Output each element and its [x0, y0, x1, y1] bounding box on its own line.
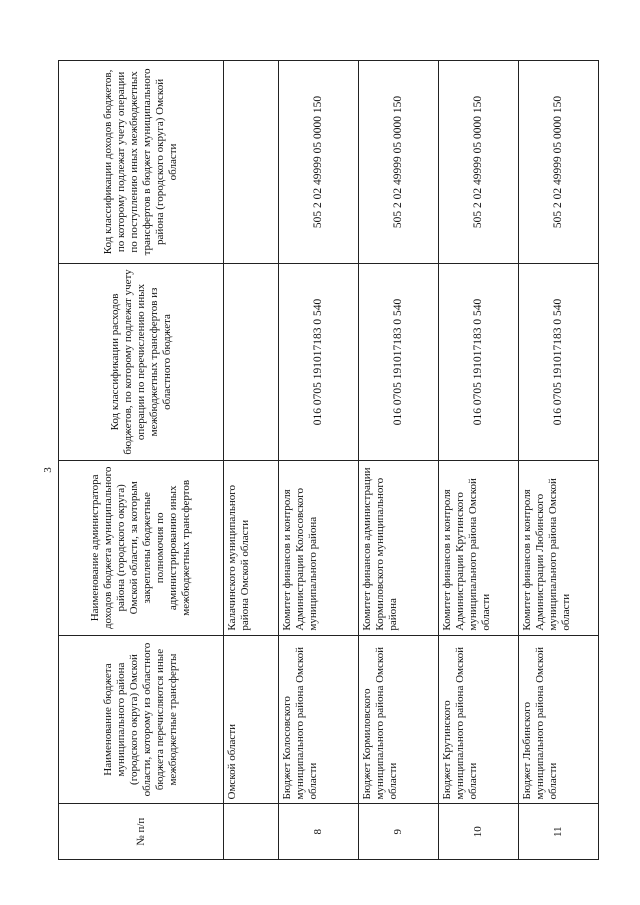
- transfers-table: [58, 60, 599, 860]
- cell-budget: Омской области: [224, 635, 279, 804]
- cell-num: 8: [279, 804, 359, 860]
- cell-admin: Комитет финансов и контроля Администрации Крутинского муниципального района Омской области: [439, 461, 519, 636]
- cell-income-code: 505 2 02 49999 05 0000 150: [359, 61, 439, 264]
- cell-num: 9: [359, 804, 439, 860]
- header-expense-code: Код классификации расходов бюджетов, по которому подлежат учету операции по перечислению иных межбюджетных трансфертов из областного бюджета: [59, 263, 224, 460]
- cell-income-code: 505 2 02 49999 05 0000 150: [279, 61, 359, 264]
- cell-budget: Бюджет Колосовского муниципального района Омской области: [279, 635, 359, 804]
- cell-expense-code: [224, 263, 279, 460]
- cell-admin: Комитет финансов и контроля Администрации Колосовского муниципального района: [279, 461, 359, 636]
- cell-num: [224, 804, 279, 860]
- table-row: [279, 61, 359, 860]
- cell-income-code: 505 2 02 49999 05 0000 150: [439, 61, 519, 264]
- table-header-row: [59, 61, 224, 860]
- rotated-page: [40, 60, 572, 860]
- cell-num: 11: [519, 804, 599, 860]
- cell-expense-code: 016 0705 191017183 0 540: [439, 263, 519, 460]
- page-number: 3: [42, 467, 54, 473]
- cell-expense-code: 016 0705 191017183 0 540: [519, 263, 599, 460]
- header-num: № п/п: [59, 804, 224, 860]
- cell-num: 10: [439, 804, 519, 860]
- table-row: [519, 61, 599, 860]
- table-row: [224, 61, 279, 860]
- table-row: [439, 61, 519, 860]
- cell-budget: Бюджет Любинского муниципального района Омской области: [519, 635, 599, 804]
- cell-expense-code: 016 0705 191017183 0 540: [279, 263, 359, 460]
- cell-admin: Комитет финансов и контроля Администрации Любинского муниципального района Омской области: [519, 461, 599, 636]
- cell-budget: Бюджет Кормиловского муниципального района Омской области: [359, 635, 439, 804]
- cell-expense-code: 016 0705 191017183 0 540: [359, 263, 439, 460]
- cell-income-code: [224, 61, 279, 264]
- cell-admin: Калачинского муниципального района Омской области: [224, 461, 279, 636]
- header-budget: Наименование бюджета муниципального района (городского округа) Омской области, которому из областного бюджета перечисляются иные межбюджетные трансферты: [59, 635, 224, 804]
- header-income-code: Код классификации доходов бюджетов, по которому подлежат учету операции по поступлению иных межбюджетных трансфертов в бюджет муниципального района (городского округа) Омской области: [59, 61, 224, 264]
- cell-budget: Бюджет Крутинского муниципального района Омской области: [439, 635, 519, 804]
- header-admin: Наименование администратора доходов бюджета муниципального района (городского округа) Омской области, за которым закреплены бюджетные полномочия по администрированию иных межбюджетных трансфертов: [59, 461, 224, 636]
- table-row: [359, 61, 439, 860]
- cell-admin: Комитет финансов администрации Кормиловского муниципального района: [359, 461, 439, 636]
- cell-income-code: 505 2 02 49999 05 0000 150: [519, 61, 599, 264]
